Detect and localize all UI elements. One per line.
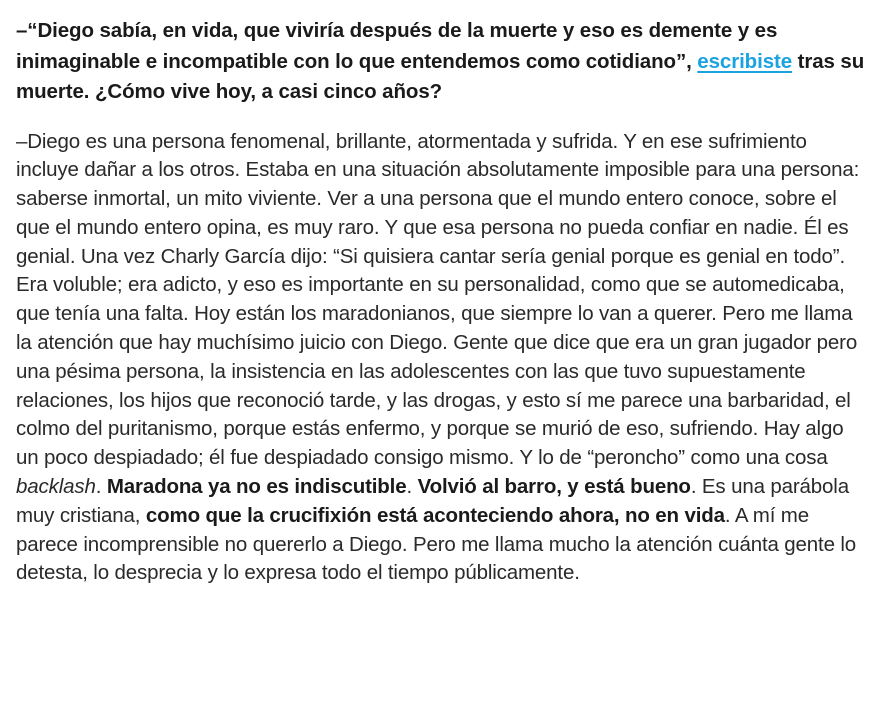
answer-bold-2: Volvió al barro, y está bueno — [417, 475, 691, 499]
answer-bold-3: como que la crucifixión está aconteciendo ahora, no en vida — [145, 503, 725, 527]
answer-text-3: . — [406, 475, 418, 499]
answer-text-2: . — [95, 475, 107, 499]
answer-text-5: . A mí me parece incomprensible no quererlo a Diego. Pero me llama mucho la atención cuánta gente lo detesta, lo desprecia y lo expresa todo el tiempo públicamente. — [16, 503, 857, 585]
answer-text-4: . Es una parábola muy cristiana, — [16, 475, 849, 527]
question-text-end: tras su muerte. ¿Cómo vive hoy, a casi cinco años? — [16, 49, 865, 103]
interview-answer — [16, 128, 866, 589]
interview-question — [16, 16, 866, 108]
escribiste-link[interactable]: escribiste — [697, 49, 793, 73]
question-text-start: –“Diego sabía, en vida, que viviría después de la muerte y eso es demente y es inimaginable e incompatible con lo que entendemos como cotidiano”, — [16, 19, 778, 73]
answer-bold-1: Maradona ya no es indiscutible — [106, 475, 407, 499]
answer-italic-backlash: backlash — [16, 475, 96, 499]
answer-text-1: –Diego es una persona fenomenal, brillante, atormentada y sufrida. Y en ese sufrimiento incluye dañar a los otros. Estaba en una situación absolutamente imposible para una persona: saberse inmortal, un mito viviente. Ver a una persona que el mundo entero conoce, sobre el que el mundo entero opina, es muy raro. Y que esa persona no pueda confiar en nadie. Él es genial. Una vez Charly García dijo: “Si quisiera cantar sería genial porque es genial en todo”. Era voluble; era adicto, y eso es importante en su personalidad, como que se automedicaba, que tenía una falta. Hoy están los maradonianos, que siempre lo van a querer. Pero me llama la atención que hay muchísimo juicio con Diego. Gente que dice que era un gran jugador pero una pésima persona, la insistencia en las adolescentes con las que tuvo supuestamente relaciones, los hijos que reconoció tarde, y las drogas, y esto sí me parece una barbaridad, el colmo del puritanismo, porque estás enfermo, y porque se murió de eso, sufriendo. Hay algo un poco despiadado; él fue despiadado consigo mismo. Y lo de “peroncho” como una cosa — [16, 129, 860, 470]
article-body — [16, 16, 866, 588]
